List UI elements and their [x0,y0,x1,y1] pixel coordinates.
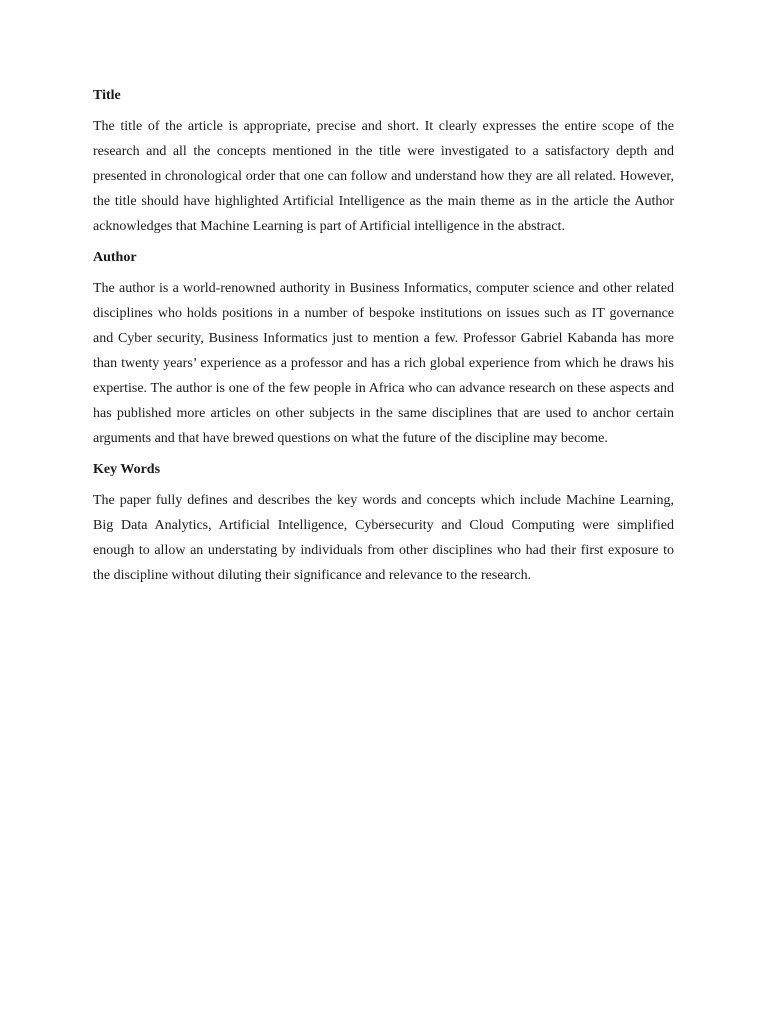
section-heading-title: Title [93,88,121,103]
document-body [93,86,674,588]
section-heading-key-words: Key Words [93,462,161,477]
section-paragraph-key-words: The paper fully defines and describes the key words and concepts which include Machine Learning, Big Data Analytics, Artificial Intelligence, Cybersecurity and Cloud Computing were simplified enough to allow an understating by individuals from other disciplines who had their first exposure to the discipline without diluting their significance and relevance to the research. [93,493,674,583]
section-paragraph-author: The author is a world-renowned authority in Business Informatics, computer science and other related disciplines who holds positions in a number of bespoke institutions on issues such as IT governance and Cyber security, Business Informatics just to mention a few. Professor Gabriel Kabanda has more than twenty years’ experience as a professor and has a rich global experience from which he draws his expertise. The author is one of the few people in Africa who can advance research on these aspects and has published more articles on other subjects in the same disciplines that are used to anchor certain arguments and that have brewed questions on what the future of the discipline may become. [93,281,674,446]
section-paragraph-title: The title of the article is appropriate, precise and short. It clearly expresses the entire scope of the research and all the concepts mentioned in the title were investigated to a satisfactory depth and presented in chronological order that one can follow and understand how they are all related. However, the title should have highlighted Artificial Intelligence as the main theme as in the article the Author acknowledges that Machine Learning is part of Artificial intelligence in the abstract. [93,119,674,234]
section-heading-author: Author [93,250,137,265]
